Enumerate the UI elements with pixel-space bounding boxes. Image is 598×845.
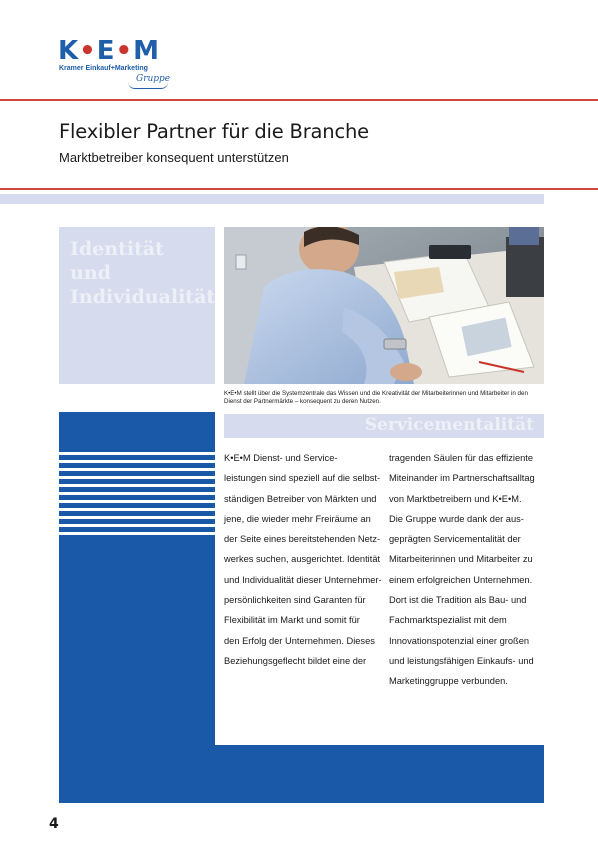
text-line: der Seite eines bereitstehenden Netz- <box>224 534 381 545</box>
stripe <box>59 516 215 519</box>
office-photo-illustration <box>224 227 544 384</box>
top-band <box>0 194 544 204</box>
stripe <box>59 500 215 503</box>
text-line: persönlichkeiten sind Garanten für <box>224 595 366 606</box>
text-line: leistungen sind speziell auf die selbst- <box>224 473 381 484</box>
stripe <box>59 508 215 511</box>
text-line: tragenden Säulen für das effiziente <box>389 453 534 463</box>
text-line: von Marktbetreibern und K•E•M. <box>389 493 522 504</box>
body-column-left <box>224 448 384 671</box>
text-line: ständigen Betreiber von Märkten und <box>224 493 377 504</box>
blue-stripe-block <box>59 412 215 803</box>
text-line: Die Gruppe wurde dank der aus- <box>389 513 524 524</box>
stripe <box>59 492 215 495</box>
blue-footer-block <box>215 745 544 803</box>
office-photo <box>224 227 544 384</box>
text-line: Dort ist die Tradition als Bau- und <box>389 595 527 606</box>
logo-wordmark: K•E•M <box>58 36 161 66</box>
identity-heading: Identität und Individualität <box>70 238 216 308</box>
text-line: Miteinander im Partnerschaftsalltag <box>389 473 535 484</box>
text-line: K•E•M Dienst- und Service- <box>224 453 338 463</box>
stripe <box>59 452 215 455</box>
text-line: Innovationspotenzial einer großen <box>389 635 530 646</box>
text-line: geprägten Servicementalität der <box>389 534 521 545</box>
stripe <box>59 524 215 527</box>
stripe <box>59 468 215 471</box>
page-number: 4 <box>49 816 59 832</box>
stripe <box>59 532 215 535</box>
stripe <box>59 484 215 487</box>
page-title: Flexibler Partner für die Branche <box>59 120 369 143</box>
identity-box <box>59 227 215 384</box>
text-line: Flexibilität im Markt und somit für <box>224 615 360 626</box>
text-line: Fachmarktspezialist mit dem <box>389 615 507 626</box>
text-line: werkes suchen, ausgerichtet. Identität <box>224 554 381 565</box>
service-band <box>224 414 544 438</box>
body-column-right <box>389 448 544 692</box>
header-rule-bottom <box>0 188 598 190</box>
stripe <box>59 476 215 479</box>
photo-caption: K•E•M stellt über die Systemzentrale das Wissen und die Kreativität der Mitarbeiterinnen und Mitarbeiter in den Dienst der Partnermärkte – konsequent zu deren Nutzen. <box>224 390 528 405</box>
header-rule-top <box>0 99 598 101</box>
text-line: Marketinggruppe verbunden. <box>389 676 508 687</box>
text-line: und leistungsfähigen Einkaufs- und <box>389 655 534 666</box>
logo-subtitle: Kramer Einkauf+Marketing <box>59 65 148 72</box>
text-line: und Individualität dieser Unternehmer- <box>224 574 382 585</box>
text-line: jene, die wieder mehr Freiräume an <box>224 513 371 524</box>
text-line: einem erfolgreichen Unternehmen. <box>389 574 533 585</box>
text-line: den Erfolg der Unternehmen. Dieses <box>224 635 375 646</box>
kem-logo <box>58 38 170 90</box>
stripe <box>59 460 215 463</box>
text-line: Beziehungsgeflecht bildet eine der <box>224 655 367 666</box>
service-heading: Servicementalität <box>364 415 534 435</box>
page-subtitle: Marktbetreiber konsequent unterstützen <box>59 150 289 165</box>
logo-swoosh <box>128 82 168 89</box>
text-line: Mitarbeiterinnen und Mitarbeiter zu <box>389 554 533 565</box>
logo-script: Gruppe <box>136 74 171 84</box>
